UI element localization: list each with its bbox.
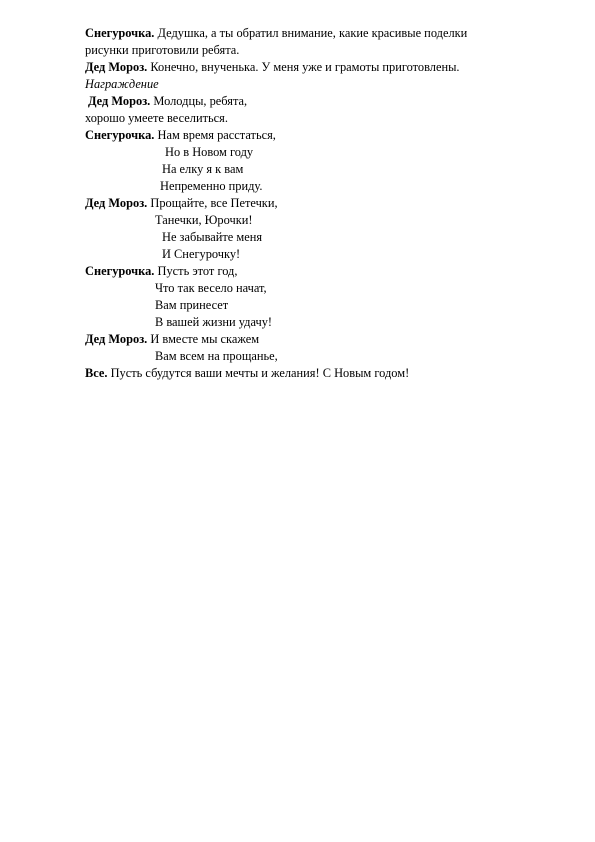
script-line xyxy=(85,196,278,211)
stage-direction xyxy=(85,77,159,92)
script-line xyxy=(85,332,259,347)
line-text: Что так весело начат, xyxy=(155,281,267,295)
speaker-name: Дед Мороз. xyxy=(88,94,151,108)
script-line xyxy=(85,43,239,58)
script-line xyxy=(85,128,276,143)
line-text: Вам всем на прощанье, xyxy=(155,349,278,363)
stage-direction-text: Награждение xyxy=(85,77,159,91)
line-text: И вместе мы скажем xyxy=(147,332,260,346)
line-text: Танечки, Юрочки! xyxy=(155,213,253,227)
line-text: рисунки приготовили ребята. xyxy=(85,43,240,57)
speaker-name: Дед Мороз. xyxy=(85,196,148,210)
verse-line xyxy=(162,162,243,177)
verse-line xyxy=(155,349,278,364)
verse-line xyxy=(155,315,272,330)
verse-line xyxy=(162,247,240,262)
verse-line xyxy=(155,213,252,228)
line-text: Не забывайте меня xyxy=(162,230,263,244)
speaker-name: Все. xyxy=(85,366,108,380)
line-text: Дедушка, а ты обратил внимание, какие красивые поделки xyxy=(154,26,468,40)
line-text: Прощайте, все Петечки, xyxy=(147,196,278,210)
line-text: Вам принесет xyxy=(155,298,229,312)
script-line xyxy=(85,60,460,75)
verse-line xyxy=(160,179,262,194)
verse-line xyxy=(165,145,253,160)
speaker-name: Дед Мороз. xyxy=(85,60,148,74)
verse-line xyxy=(155,298,228,313)
line-text: Пусть этот год, xyxy=(154,264,238,278)
script-line xyxy=(85,366,409,381)
speaker-name: Снегурочка. xyxy=(85,26,155,40)
line-text: На елку я к вам xyxy=(162,162,244,176)
speaker-name: Дед Мороз. xyxy=(85,332,148,346)
line-text: хорошо умеете веселиться. xyxy=(85,111,228,125)
line-text: Конечно, внученька. У меня уже и грамоты приготовлены. xyxy=(147,60,460,74)
script-line xyxy=(88,94,247,109)
verse-line xyxy=(155,281,267,296)
verse-line xyxy=(162,230,262,245)
line-text: И Снегурочку! xyxy=(162,247,241,261)
script-line xyxy=(85,111,228,126)
line-text: Непременно приду. xyxy=(160,179,263,193)
speaker-name: Снегурочка. xyxy=(85,128,155,142)
line-text: Нам время расстаться, xyxy=(154,128,276,142)
script-line xyxy=(85,264,237,279)
line-text: Молодцы, ребята, xyxy=(150,94,248,108)
line-text: В вашей жизни удачу! xyxy=(155,315,273,329)
line-text: Но в Новом году xyxy=(165,145,254,159)
speaker-name: Снегурочка. xyxy=(85,264,155,278)
script-line xyxy=(85,26,467,41)
line-text: Пусть сбудутся ваши мечты и желания! С Новым годом! xyxy=(107,366,410,380)
